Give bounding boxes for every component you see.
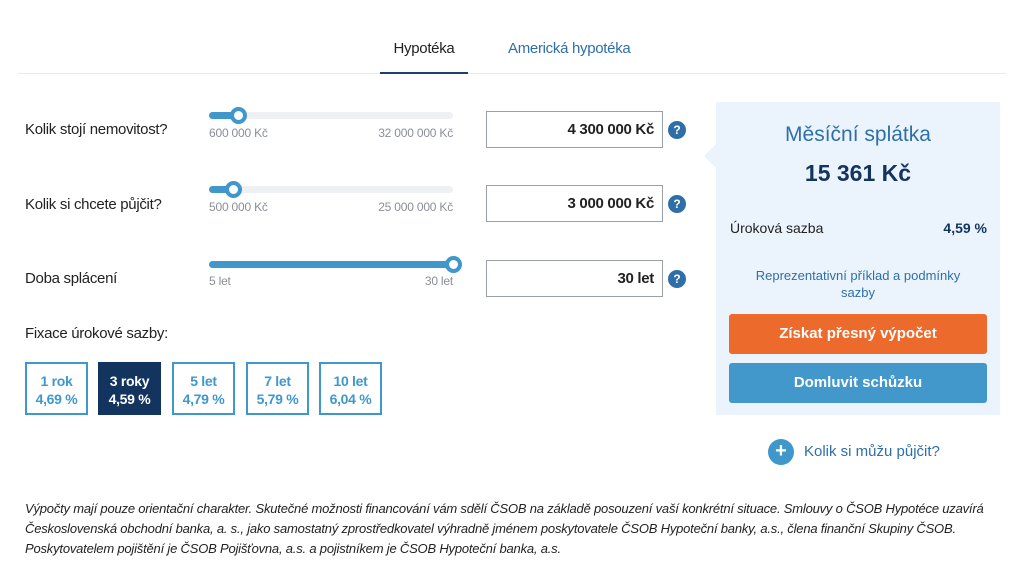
interest-rate-value: 4,59 % <box>943 220 987 236</box>
monthly-payment-value: 15 361 Kč <box>804 160 912 186</box>
slider-max: 32 000 000 Kč <box>378 126 453 140</box>
fixation-option-5-let[interactable] <box>172 362 235 415</box>
fixation-option-7-let[interactable] <box>246 362 309 415</box>
how-much-can-i-borrow-link[interactable]: Kolik si můžu půjčit? <box>804 443 940 460</box>
slider-fill <box>209 261 453 268</box>
slider-min: 5 let <box>209 274 231 288</box>
monthly-payment-title: Měsíční splátka <box>785 123 931 146</box>
slider-thumb[interactable] <box>445 256 462 273</box>
fixation-option-3-roky[interactable] <box>98 362 161 415</box>
get-exact-calculation-button[interactable]: Získat přesný výpočet <box>729 314 987 354</box>
rate: 4,79 % <box>182 391 225 407</box>
term: 10 let <box>333 373 368 389</box>
term: 3 roky <box>109 373 150 389</box>
tabs-divider <box>18 73 1006 74</box>
rate: 6,04 % <box>329 391 372 407</box>
term: 5 let <box>190 373 217 389</box>
property-price-slider[interactable] <box>209 112 453 119</box>
property-price-input[interactable]: 4 300 000 Kč <box>486 111 663 148</box>
loan-amount-slider[interactable] <box>209 186 453 193</box>
tab-hypoteka[interactable]: Hypotéka <box>393 40 455 57</box>
slider-label: Kolik stojí nemovitost? <box>25 121 168 138</box>
disclaimer: Výpočty mají pouze orientační charakter. Skutečné možnosti financování vám sdělí ČSOB na základě posouzení vaší konkrétní situace. Smlouvy o ČSOB Hypotéce uzavírá Československá obchodní banka, a. s., jako samostatný zprostředkovatel výhradně jménem poskytovatele ČSOB Hypoteční banky, a.s., člena finanční Skupiny ČSOB. Poskytovatelem pojištění je ČSOB Pojišťovna, a.s. a pojistníkem je ČSOB Hypoteční banka, a.s. <box>25 501 984 556</box>
active-tab-indicator <box>380 72 468 74</box>
fixation-label: Fixace úrokové sazby: <box>25 325 168 342</box>
slider-thumb[interactable] <box>230 107 247 124</box>
help-icon[interactable]: ? <box>668 195 686 213</box>
slider-max: 30 let <box>424 274 453 288</box>
loan-amount-input[interactable]: 3 000 000 Kč <box>486 185 663 222</box>
term-input[interactable]: 30 let <box>486 260 663 297</box>
slider-label: Doba splácení <box>25 270 117 287</box>
term-slider[interactable] <box>209 261 453 268</box>
fixation-option-10-let[interactable] <box>319 362 382 415</box>
arrange-meeting-button[interactable]: Domluvit schůzku <box>729 363 987 403</box>
term: 1 rok <box>40 373 73 389</box>
rate: 5,79 % <box>256 391 299 407</box>
help-icon[interactable]: ? <box>668 270 686 288</box>
slider-label: Kolik si chcete půjčit? <box>25 196 162 213</box>
representative-example-link[interactable]: Reprezentativní příklad a podmínky sazby <box>755 268 961 300</box>
term: 7 let <box>264 373 291 389</box>
fixation-option-1-rok[interactable] <box>25 362 88 415</box>
tab-americka-hypoteka[interactable]: Americká hypotéka <box>508 40 631 57</box>
plus-icon[interactable]: + <box>768 439 794 465</box>
slider-max: 25 000 000 Kč <box>378 200 453 214</box>
help-icon[interactable]: ? <box>668 121 686 139</box>
rate: 4,59 % <box>108 391 151 407</box>
slider-min: 600 000 Kč <box>209 126 268 140</box>
slider-min: 500 000 Kč <box>209 200 268 214</box>
slider-thumb[interactable] <box>225 181 242 198</box>
interest-rate-label: Úroková sazba <box>730 220 824 236</box>
panel-pointer <box>704 144 716 168</box>
rate: 4,69 % <box>35 391 78 407</box>
